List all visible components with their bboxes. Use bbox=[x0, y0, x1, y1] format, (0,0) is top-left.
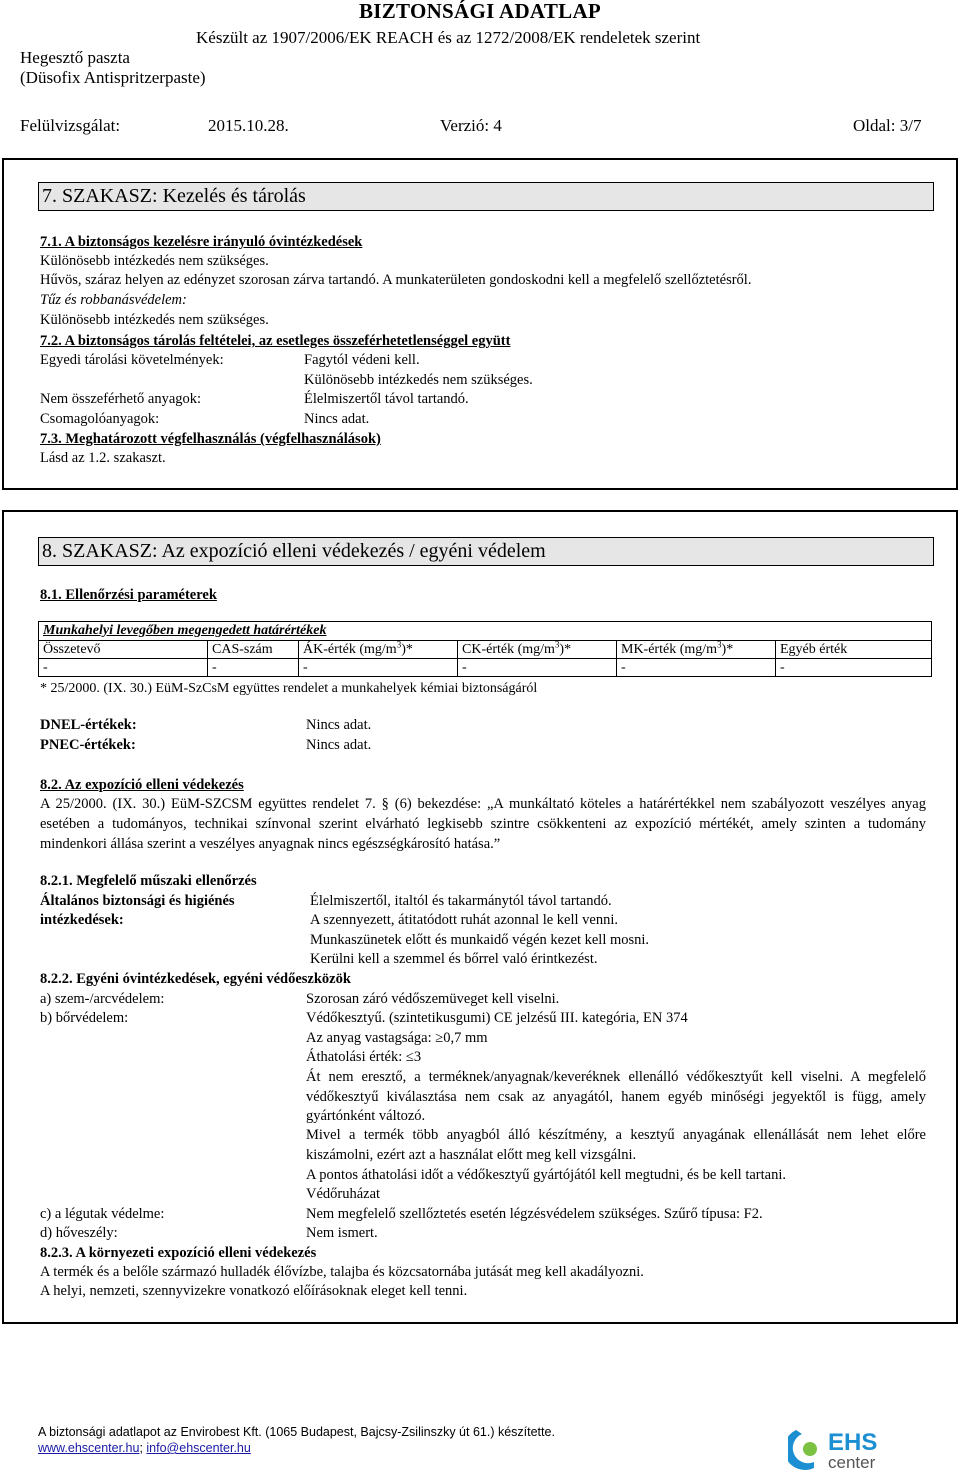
pnec-label: PNEC-értékek: bbox=[40, 737, 136, 753]
packaging-value: Nincs adat. bbox=[304, 411, 370, 427]
s823-line1: A termék és a belőle származó hulladék élővízbe, talajba és közcsatornába jutását meg kell akadályozni. bbox=[40, 1264, 644, 1280]
skin-protection-paragraph3: A pontos áthatolási időt a védőkesztyű gyártójától kell megtudni, és be kell tartani. bbox=[306, 1167, 787, 1183]
hygiene-label-line2: intézkedések: bbox=[40, 912, 124, 928]
limits-table bbox=[38, 640, 932, 677]
section-8-box bbox=[2, 510, 958, 1324]
revision-label: Felülvizsgálat: bbox=[20, 116, 121, 135]
table-cell: - bbox=[39, 659, 208, 677]
eye-protection-label: a) szem-/arcvédelem: bbox=[40, 991, 165, 1007]
col-cas: CAS-szám bbox=[208, 641, 299, 659]
table-cell: - bbox=[617, 659, 776, 677]
hygiene-value3: Munkaszünetek előtt és munkaidő végén kezet kell mosni. bbox=[310, 932, 650, 948]
incompatible-label: Nem összeférhető anyagok: bbox=[40, 391, 202, 407]
table-caption: Munkahelyi levegőben megengedett határértékek bbox=[38, 621, 932, 640]
col-mk: MK-érték $(mg/m^3)*$ bbox=[617, 641, 776, 659]
pnec-value: Nincs adat. bbox=[306, 737, 372, 753]
storage-req-value1: Fagytól védeni kell. bbox=[304, 352, 420, 368]
eye-protection-value: Szorosan záró védőszemüveget kell viselni. bbox=[306, 991, 560, 1007]
hygiene-label-line1: Általános biztonsági és higiénés bbox=[40, 893, 235, 909]
page-number: Oldal: 3/7 bbox=[853, 116, 922, 135]
respiratory-value: Nem megfelelő szellőztetés esetén légzésvédelem szükséges. Szűrő típusa: F2. bbox=[306, 1206, 763, 1222]
thermal-hazard-value: Nem ismert. bbox=[306, 1225, 378, 1241]
skin-protection-paragraph1: Át nem eresztő, a terméknek/anyagnak/keveréknek ellenálló védőkesztyűt kell viselni. A megfelelő védőkesztyű kiválasztása nem csak az anyagától, hanem egyéb minőségi jegyektől is függ, amely gyártónként változó. bbox=[306, 1069, 926, 1124]
skin-protection-label: b) bőrvédelem: bbox=[40, 1010, 129, 1026]
document-subtitle: Készült az 1907/2006/EK REACH és az 1272/2008/EK rendeletek szerint bbox=[196, 28, 701, 47]
col-other: Egyéb érték bbox=[776, 641, 932, 659]
version-number: Verzió: 4 bbox=[440, 116, 502, 135]
table-header-row bbox=[39, 641, 932, 659]
table-note: * 25/2000. (IX. 30.) EüM-SzCsM együttes rendelet a munkahelyek kémiai biztonságáról bbox=[40, 681, 538, 696]
s81-title: 8.1. Ellenőrzési paraméterek bbox=[40, 587, 217, 603]
skin-protection-value4: Védőruházat bbox=[306, 1186, 381, 1202]
ehs-logo-icon bbox=[788, 1424, 928, 1474]
document-title: BIZTONSÁGI ADATLAP bbox=[358, 0, 602, 23]
packaging-label: Csomagolóanyagok: bbox=[40, 411, 160, 427]
logo-center-text: center bbox=[828, 1453, 876, 1472]
skin-protection-value1: Védőkesztyű. (szintetikusgumi) CE jelzésű III. kategória, EN 374 bbox=[306, 1010, 688, 1026]
s73-title: 7.3. Meghatározott végfelhasználás (végfelhasználások) bbox=[40, 431, 381, 447]
logo-dot bbox=[803, 1442, 817, 1456]
product-name bbox=[20, 48, 206, 88]
section-7-box bbox=[2, 158, 958, 490]
product-name-line1: Hegesztő paszta bbox=[20, 48, 130, 67]
s72-title: 7.2. A biztonságos tárolás feltételei, az esetleges összeférhetetlenséggel együtt bbox=[40, 333, 511, 349]
footer-text: A biztonsági adatlapot az Envirobest Kft. (1065 Budapest, Bajcsy-Zsilinszky út 61.) készítette. bbox=[38, 1425, 555, 1439]
s71-title: 7.1. A biztonságos kezelésre irányuló óvintézkedések bbox=[40, 234, 363, 250]
skin-protection-value3: Áthatolási érték: ≤3 bbox=[306, 1049, 422, 1065]
section-8-heading: 8. SZAKASZ: Az expozíció elleni védekezés / egyéni védelem bbox=[38, 537, 934, 566]
storage-req-label: Egyedi tárolási követelmények: bbox=[40, 352, 224, 368]
hygiene-value2: A szennyezett, átitatódott ruhát azonnal le kell venni. bbox=[310, 912, 619, 928]
website-link[interactable]: www.ehscenter.hu bbox=[38, 1441, 140, 1455]
hygiene-value4: Kerülni kell a szemmel és bőrrel való érintkezést. bbox=[310, 951, 598, 967]
s71-line1: Különösebb intézkedés nem szükséges. bbox=[40, 253, 269, 269]
s71-line2: Hűvös, száraz helyen az edényzet szorosan zárva tartandó. A munkaterületen gondoskodni kell a megfelelő szellőztetésről. bbox=[40, 272, 752, 288]
email-link[interactable]: info@ehscenter.hu bbox=[146, 1441, 251, 1455]
s823-title: 8.2.3. A környezeti expozíció elleni védekezés bbox=[40, 1245, 317, 1261]
logo-ehs-text: EHS bbox=[828, 1429, 878, 1456]
revision-date: 2015.10.28. bbox=[208, 116, 289, 135]
ehs-center-logo bbox=[788, 1424, 928, 1474]
skin-protection-value2: Az anyag vastagsága: ≥0,7 mm bbox=[306, 1030, 488, 1046]
s821-title: 8.2.1. Megfelelő műszaki ellenőrzés bbox=[40, 873, 257, 889]
s71-fire-label: Tűz és robbanásvédelem: bbox=[40, 292, 187, 308]
product-name-line2: (Düsofix Antispritzerpaste) bbox=[20, 68, 206, 87]
s823-line2: A helyi, nemzeti, szennyvizekre vonatkozó előírásoknak eleget kell tenni. bbox=[40, 1283, 468, 1299]
col-ck: CK-érték $(mg/m^3)*$ bbox=[458, 641, 617, 659]
s822-title: 8.2.2. Egyéni óvintézkedések, egyéni védőeszközök bbox=[40, 971, 351, 987]
s71-line3: Különösebb intézkedés nem szükséges. bbox=[40, 312, 269, 328]
s82-text: A 25/2000. (IX. 30.) EüM-SZCSM együttes rendelet 7. § (6) bekezdése: „A munkáltató köteles a határértékkel nem szabályozott veszélyes anyag esetében a tudományos, technikai színvonal szerint elvárható legkisebb szintre csökkenteni az expozíció mértékét, amely szinten a tudomány mindenkori állása szerint a veszélyes anyagnak nincs egészségkárosító hatása.” bbox=[40, 796, 926, 852]
footer-links bbox=[38, 1440, 251, 1456]
skin-protection-paragraph2: Mivel a termék több anyagból álló készítmény, a kesztyű anyagának ellenállását nem lehet előre kiszámolni, ezért azt a használat előtt meg kell vizsgálni. bbox=[306, 1127, 926, 1163]
hygiene-value1: Élelmiszertől, italtól és takarmánytól távol tartandó. bbox=[310, 893, 612, 909]
storage-req-value2: Különösebb intézkedés nem szükséges. bbox=[304, 372, 533, 388]
exposure-limits-table bbox=[38, 621, 932, 677]
table-cell: - bbox=[458, 659, 617, 677]
table-cell: - bbox=[208, 659, 299, 677]
col-ak: ÁK-érték $(mg/m^3)*$ bbox=[299, 641, 458, 659]
respiratory-label: c) a légutak védelme: bbox=[40, 1206, 165, 1222]
s82-title: 8.2. Az expozíció elleni védekezés bbox=[40, 777, 244, 793]
table-cell: - bbox=[299, 659, 458, 677]
dnel-label: DNEL-értékek: bbox=[40, 717, 137, 733]
col-component: Összetevő bbox=[39, 641, 208, 659]
dnel-value: Nincs adat. bbox=[306, 717, 372, 733]
table-cell: - bbox=[776, 659, 932, 677]
thermal-hazard-label: d) hőveszély: bbox=[40, 1225, 118, 1241]
section-7-heading: 7. SZAKASZ: Kezelés és tárolás bbox=[38, 182, 934, 211]
s73-text: Lásd az 1.2. szakaszt. bbox=[40, 450, 166, 466]
incompatible-value: Élelmiszertől távol tartandó. bbox=[304, 391, 469, 407]
link-separator: ; bbox=[139, 1441, 147, 1455]
table-row bbox=[39, 659, 932, 677]
